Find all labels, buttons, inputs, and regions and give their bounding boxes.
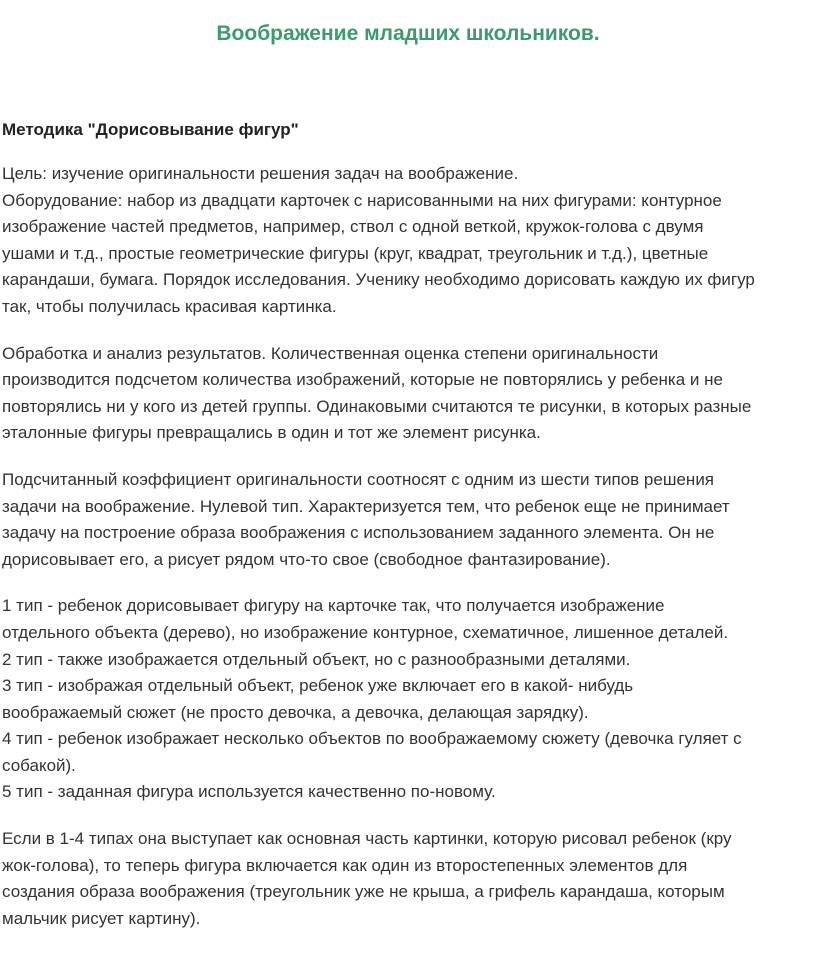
text-line: собакой). [2, 755, 76, 775]
text-line: 2 тип - также изображается отдельный объект, но с разнообразными деталями. [2, 649, 631, 669]
text-line: отдельного объекта (дерево), но изображение контурное, схематичное, лишенное деталей. [2, 622, 729, 642]
text-line: Обработка и анализ результатов. Количественная оценка степени оригинальности [2, 343, 659, 363]
page-title: Воображение младших школьников. [216, 22, 600, 45]
text-line: Подсчитанный коэффициент оригинальности соотносят с одним из шести типов решения [2, 469, 715, 489]
text-line: задачу на построение образа воображения с использованием заданного элемента. Он не [2, 523, 715, 543]
text-line: Оборудование: набор из двадцати карточек с нарисованными на них фигурами: контурное [2, 190, 722, 210]
text-line: дорисовывает его, а рисует рядом что-то свое (свободное фантазирование). [2, 549, 611, 569]
text-line: воображаемый сюжет (не просто девочка, а девочка, делающая зарядку). [2, 702, 589, 722]
paragraph-zero-type [2, 467, 815, 573]
text-line: 3 тип - изображая отдельный объект, ребенок уже включает его в какой- нибудь [2, 676, 634, 696]
text-line: ушами и т.д., простые геометрические фигуры (круг, квадрат, треугольник и т.д.), цветные [2, 243, 709, 263]
text-line: повторялись ни у кого из детей группы. Одинаковыми считаются те рисунки, в которых разные [2, 396, 752, 416]
paragraph-types-list [2, 593, 815, 806]
document-body [2, 161, 815, 952]
text-line: Если в 1-4 типах она выступает как основная часть картинки, которую рисовал ребенок (кру [2, 829, 732, 849]
paragraph-conclusion [2, 826, 815, 932]
text-line: Цель: изучение оригинальности решения задач на воображение. [2, 164, 519, 183]
text-line: изображение частей предметов, например, ствол с одной веткой, кружок-голова с двумя [2, 217, 704, 237]
text-line: создания образа воображения (треугольник уже не крыша, а грифель карандаша, которым [2, 882, 725, 902]
text-line: производится подсчетом количества изображений, которые не повторялись у ребенка и не [2, 370, 723, 390]
text-line: 4 тип - ребенок изображает несколько объектов по воображаемому сюжету (девочка гуляет с [2, 729, 742, 749]
text-line: мальчик рисует картину). [2, 908, 201, 928]
text-line: так, чтобы получилась красивая картинка. [2, 296, 337, 316]
text-line: жок-голова), то теперь фигура включается как один из второстепенных элементов для [2, 855, 688, 875]
text-line: 5 тип - заданная фигура используется качественно по-новому. [2, 782, 496, 802]
section-heading: Методика "Дорисовывание фигур" [2, 120, 299, 139]
paragraph-analysis [2, 341, 815, 447]
text-line: задачи на воображение. Нулевой тип. Характеризуется тем, что ребенок еще не принимает [2, 496, 730, 516]
text-line: 1 тип - ребенок дорисовывает фигуру на карточке так, что получается изображение [2, 596, 665, 616]
paragraph-goal-equipment [2, 161, 815, 321]
text-line: карандаши, бумага. Порядок исследования. Ученику необходимо дорисовать каждую их фигур [2, 270, 755, 290]
text-line: эталонные фигуры превращались в один и тот же элемент рисунка. [2, 423, 541, 443]
